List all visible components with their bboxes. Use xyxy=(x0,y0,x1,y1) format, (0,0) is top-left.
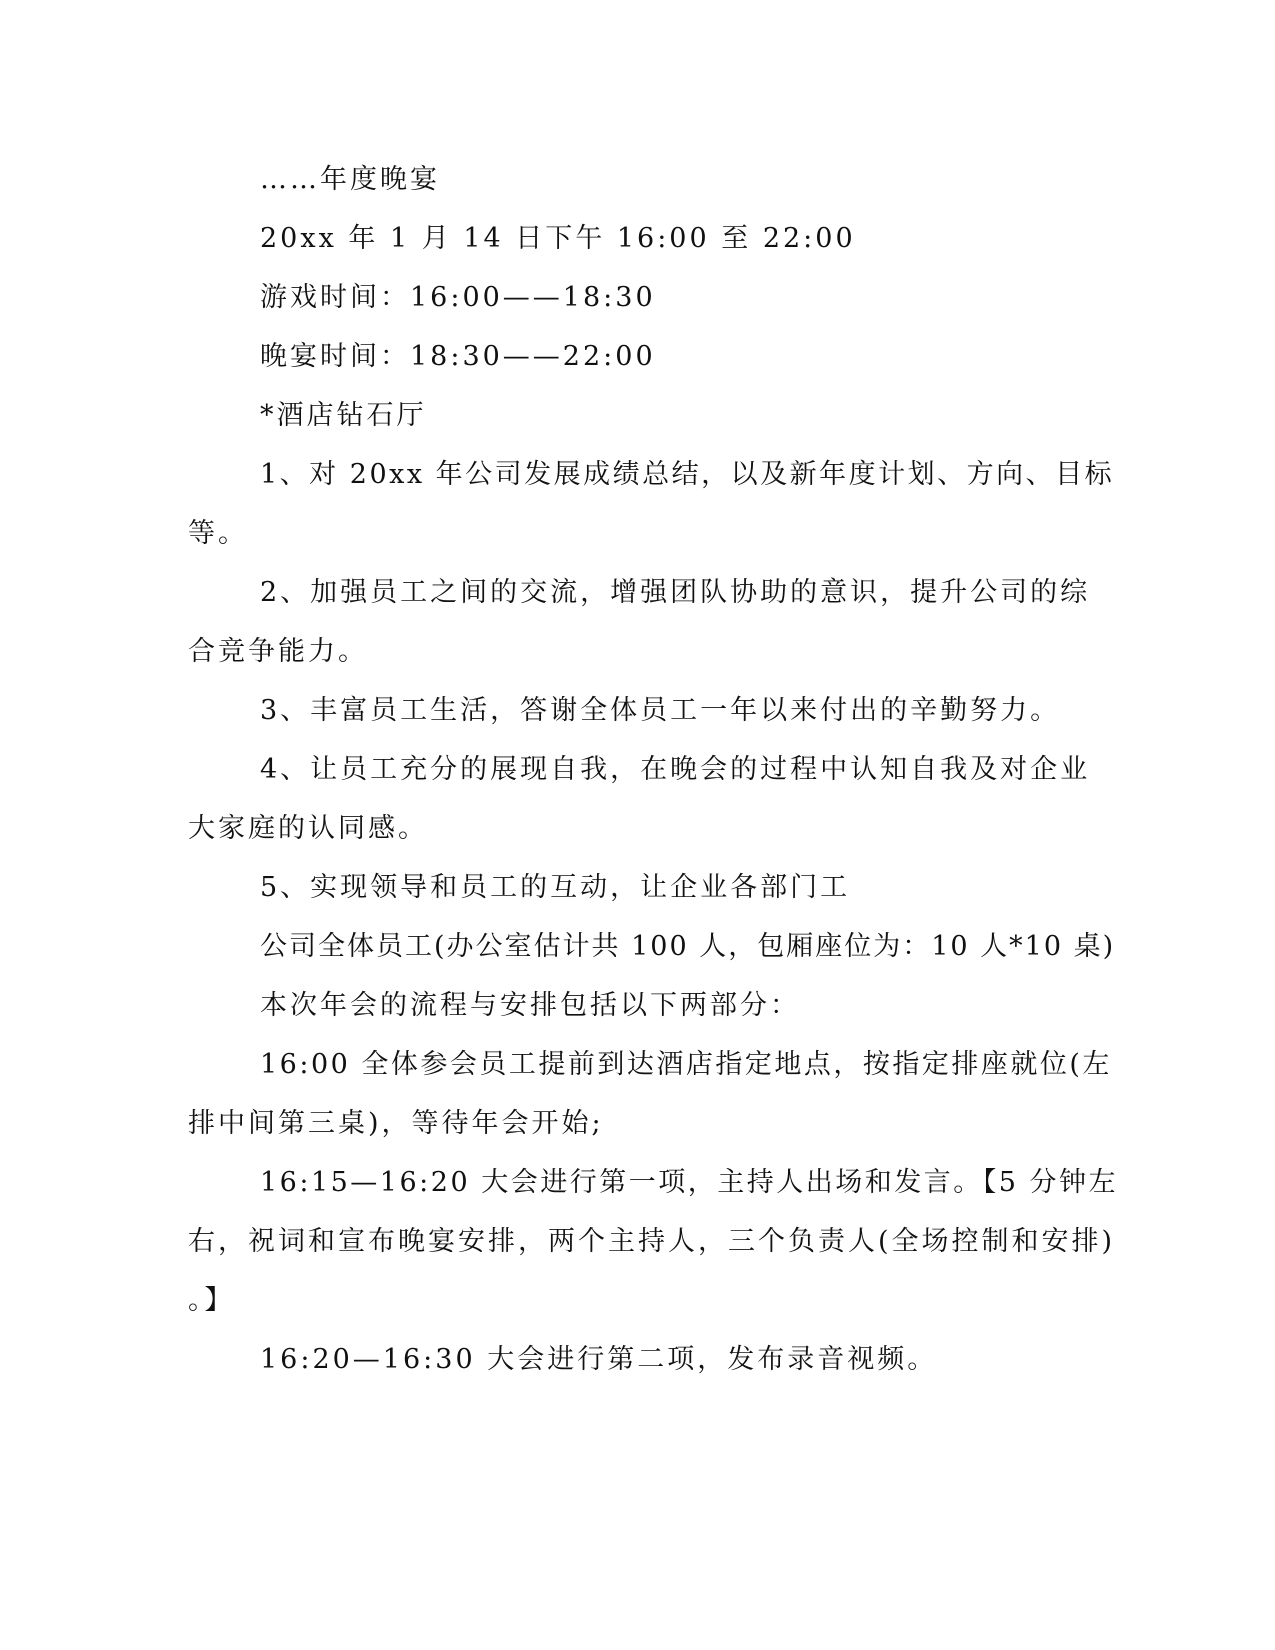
goal-2-line-2: 合竞争能力。 xyxy=(188,636,368,667)
goal-2-line-1: 2、加强员工之间的交流，增强团队协助的意识，提升公司的综 xyxy=(260,577,1091,608)
schedule-item-1-line-2: 排中间第三桌)，等待年会开始; xyxy=(188,1108,604,1139)
event-date: 20xx 年 1 月 14 日下午 16:00 至 22:00 xyxy=(260,223,856,254)
schedule-item-3: 16:20—16:30 大会进行第二项，发布录音视频。 xyxy=(260,1344,938,1375)
goal-1-line-2: 等。 xyxy=(188,518,248,549)
goal-1-line-1: 1、对 20xx 年公司发展成绩总结，以及新年度计划、方向、目标 xyxy=(260,459,1115,490)
event-title: ……年度晚宴 xyxy=(260,164,440,195)
banquet-time: 晚宴时间：18:30——22:00 xyxy=(260,341,656,372)
schedule-item-2-line-2: 右，祝词和宣布晚宴安排，两个主持人，三个负责人(全场控制和安排) xyxy=(188,1226,1116,1257)
schedule-item-2-line-3: 。】 xyxy=(188,1285,235,1316)
goal-3: 3、丰富员工生活，答谢全体员工一年以来付出的辛勤努力。 xyxy=(260,695,1061,726)
goal-4-line-1: 4、让员工充分的展现自我，在晚会的过程中认知自我及对企业 xyxy=(260,754,1091,785)
goal-4-line-2: 大家庭的认同感。 xyxy=(188,813,428,844)
schedule-intro: 本次年会的流程与安排包括以下两部分： xyxy=(260,990,800,1021)
game-time: 游戏时间：16:00——18:30 xyxy=(260,282,656,313)
venue: *酒店钻石厅 xyxy=(260,400,427,431)
attendees: 公司全体员工(办公室估计共 100 人，包厢座位为：10 人*10 桌) xyxy=(260,931,1116,962)
schedule-item-1-line-1: 16:00 全体参会员工提前到达酒店指定地点，按指定排座就位(左 xyxy=(260,1049,1112,1080)
schedule-item-2-line-1: 16:15—16:20 大会进行第一项，主持人出场和发言。【5 分钟左 xyxy=(260,1167,1118,1198)
goal-5: 5、实现领导和员工的互动，让企业各部门工 xyxy=(260,872,851,903)
